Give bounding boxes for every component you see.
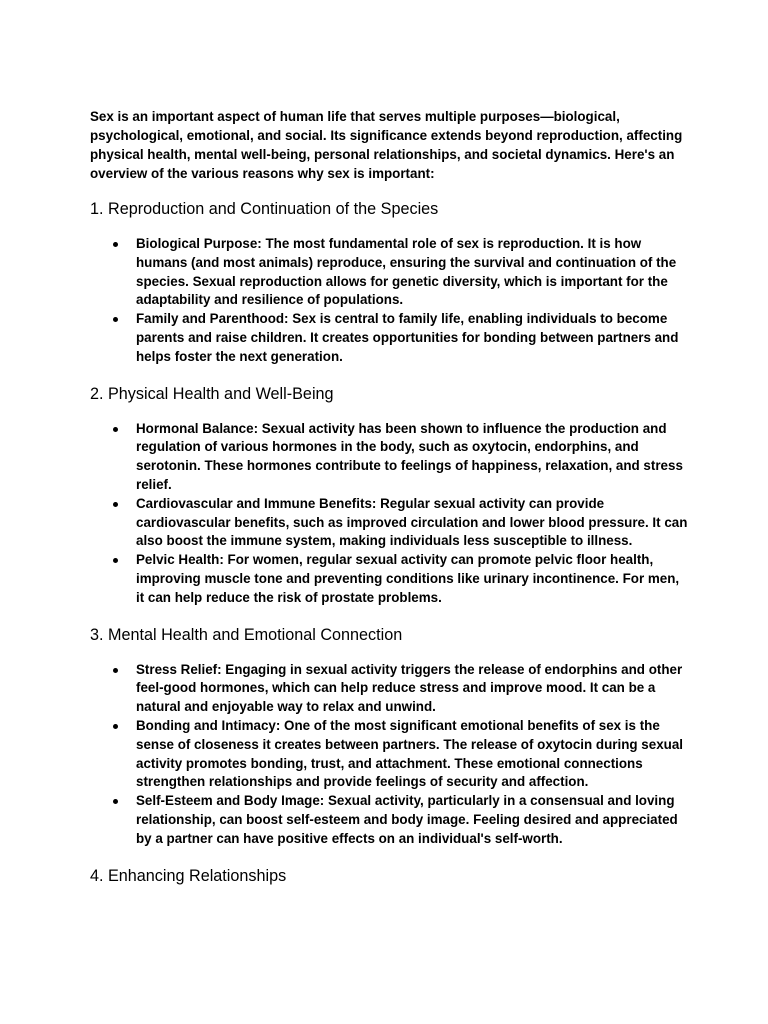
bullet-icon bbox=[113, 558, 118, 563]
section-heading-relationships: 4. Enhancing Relationships bbox=[90, 866, 287, 885]
bullet-list-reproduction bbox=[90, 235, 690, 367]
bullet-icon bbox=[113, 668, 118, 673]
list-item bbox=[90, 310, 690, 366]
intro-paragraph: Sex is an important aspect of human life that serves multiple purposes—biological, psychological, emotional, and social. Its significance extends beyond reproduction, affecting physical health, mental well-being, personal relationships, and societal dynamics. Here's an overview of the various reasons why sex is important: bbox=[90, 109, 683, 181]
list-item-text: Hormonal Balance: Sexual activity has been shown to influence the production and regulation of various hormones in the body, such as oxytocin, endorphins, and serotonin. These hormones contribute to feelings of happiness, relaxation, and stress relief. bbox=[136, 420, 683, 492]
list-item-text: Family and Parenthood: Sex is central to family life, enabling individuals to become parents and raise children. It creates opportunities for bonding between partners and helps foster the next generation. bbox=[136, 311, 679, 364]
section-heading-physical-health: 2. Physical Health and Well-Being bbox=[90, 384, 334, 403]
list-item bbox=[90, 235, 690, 310]
list-item bbox=[90, 717, 690, 792]
list-item-text: Biological Purpose: The most fundamental role of sex is reproduction. It is how humans (and most animals) reproduce, ensuring the survival and continuation of the species. Sexual reproduction allows for genetic diversity, which is important for the adaptability and resilience of populations. bbox=[136, 236, 677, 308]
list-item bbox=[90, 661, 690, 717]
list-item bbox=[90, 792, 690, 848]
bullet-icon bbox=[113, 724, 118, 729]
list-item bbox=[90, 551, 690, 607]
list-item bbox=[90, 495, 690, 551]
section-heading-mental-health: 3. Mental Health and Emotional Connection bbox=[90, 625, 403, 644]
document-page bbox=[90, 107, 690, 886]
bullet-icon bbox=[113, 242, 118, 247]
list-item-text: Stress Relief: Engaging in sexual activity triggers the release of endorphins and other feel-good hormones, which can help reduce stress and improve mood. It can be a natural and enjoyable way to relax and unwind. bbox=[136, 661, 683, 715]
bullet-list-physical-health bbox=[90, 420, 690, 608]
bullet-icon bbox=[113, 317, 118, 322]
list-item bbox=[90, 420, 690, 495]
list-item-text: Cardiovascular and Immune Benefits: Regular sexual activity can provide cardiovascular benefits, such as improved circulation and lower blood pressure. It can also boost the immune system, making individuals less susceptible to illness. bbox=[136, 495, 688, 549]
bullet-icon bbox=[113, 502, 118, 507]
bullet-icon bbox=[113, 799, 118, 804]
list-item-text: Bonding and Intimacy: One of the most significant emotional benefits of sex is the sense of closeness it creates between partners. The release of oxytocin during sexual activity promotes bonding, trust, and attachment. These emotional connections strengthen relationships and provide feelings of security and affection. bbox=[136, 717, 683, 790]
section-heading-reproduction: 1. Reproduction and Continuation of the Species bbox=[90, 200, 439, 218]
list-item-text: Self-Esteem and Body Image: Sexual activity, particularly in a consensual and loving relationship, can boost self-esteem and body image. Feeling desired and appreciated by a partner can have positive effects on an individual's self-worth. bbox=[136, 793, 678, 846]
list-item-text: Pelvic Health: For women, regular sexual activity can promote pelvic floor health, improving muscle tone and preventing conditions like urinary incontinence. For men, it can help reduce the risk of prostate problems. bbox=[136, 552, 680, 605]
bullet-list-mental-health bbox=[90, 661, 690, 849]
bullet-icon bbox=[113, 427, 118, 432]
